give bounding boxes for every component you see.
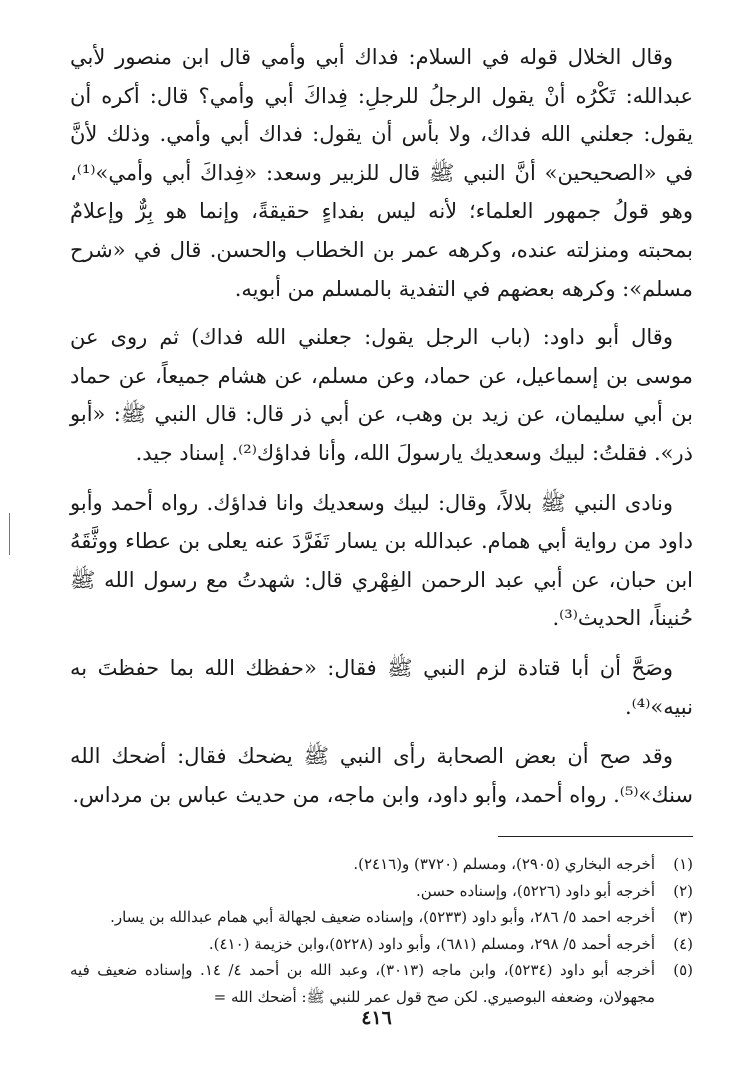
footnote-divider: [498, 836, 693, 837]
footnote-5: [70, 957, 693, 1010]
footnotes: [70, 851, 693, 1010]
footnote-number: (٤): [673, 934, 693, 953]
paragraph-3: ونادى النبي ﷺ بلالاً، وقال: لبيك وسعديك وانا فداؤك. رواه أحمد وأبو داود من رواية أبي همام. عبدالله بن يسار تَفَرَّدَ عنه يعلى بن عطاء ووثَّقَهُ ابن حبان، عن أبي عبد الرحمن الفِهْري قال: شهدتُ مع رسول الله ﷺ حُنيناً، الحديث⁽³⁾.: [70, 490, 693, 631]
footnote-number: (٥): [673, 961, 693, 980]
paragraph-4: وصَحَّ أن أبا قتادة لزم النبي ﷺ فقال: «حفظك الله بما حفظتَ به نبيه»⁽⁴⁾.: [70, 655, 693, 719]
page-number: ٤١٦: [361, 1007, 392, 1029]
paragraph-5: وقد صح أن بعض الصحابة رأى النبي ﷺ يضحك فقال: أضحك الله سنك»⁽⁵⁾. رواه أحمد، وأبو داود، وابن ماجه، من حديث عباس بن مرداس.: [70, 744, 693, 807]
margin-line: [9, 513, 10, 555]
footnote-number: (١): [673, 855, 693, 874]
page-body: [70, 38, 693, 1010]
footnote-4: [70, 931, 693, 958]
footnote-text: أخرجه أبو داود (٥٢٣٤)، وابن ماجه (٣٠١٣)، وعبد الله بن أحمد ٤/ ١٤. وإسناده ضعيف فيه مجهولان، وضعفه البوصيري. لكن صح قول عمر للنبي ﷺ: أضحك الله =: [70, 961, 655, 1006]
footnote-text: أخرجه أبو داود (٥٢٢٦)، وإسناده حسن.: [416, 881, 655, 900]
paragraph-1: وقال الخلال قوله في السلام: فداك أبي وأمي قال ابن منصور لأبي عبدالله: تَكْرُه أنْ يقول الرجلُ للرجلِ: فِداكَ أبي وأمي؟ قال: أكره أن يقول: جعلني الله فداك، ولا بأس أن يقول: فداك أبي وأمي. وذلك لأنَّ في «الصحيحين» أنَّ النبي ﷺ قال للزبير وسعد: «فِداكَ أبي وأمي»⁽¹⁾، وهو قولُ جمهور العلماء؛ لأنه ليس بفداءٍ حقيقةً، وإنما هو بِرٌّ وإعلامٌ بمحبته ومنزلته عنده، وكرهه عمر بن الخطاب والحسن. قال في «شرح مسلم»: وكرهه بعضهم في التفدية بالمسلم من أبويه.: [70, 45, 693, 301]
footnote-3: [70, 904, 693, 931]
footnote-text: أخرجه البخاري (٢٩٠٥)، ومسلم (٣٧٢٠) و(٢٤١٦).: [353, 855, 655, 874]
paragraph-2: وقال أبو داود: (باب الرجل يقول: جعلني الله فداك) ثم روى عن موسى بن إسماعيل، عن حماد، وعن مسلم، عن هشام جميعاً، عن حماد بن أبي سليمان، عن زيد بن وهب، عن أبي ذر قال: قال النبي ﷺ: «أبو ذر». فقلتُ: لبيك وسعديك يارسولَ الله، وأنا فداؤك⁽²⁾. إسناد جيد.: [70, 325, 693, 465]
footnote-1: [70, 851, 693, 878]
footnote-number: (٢): [673, 881, 693, 900]
footnote-text: أخرجه أحمد ٥/ ٢٩٨، ومسلم (٦٨١)، وأبو داود (٥٢٢٨)،وابن خزيمة (٤١٠).: [208, 934, 655, 953]
footnote-2: [70, 878, 693, 905]
footnote-number: (٣): [673, 908, 693, 927]
footnote-text: أخرجه احمد ٥/ ٢٨٦، وأبو داود (٥٢٣٣)، وإسناده ضعيف لجهالة أبي همام عبدالله بن يسار.: [110, 908, 655, 927]
